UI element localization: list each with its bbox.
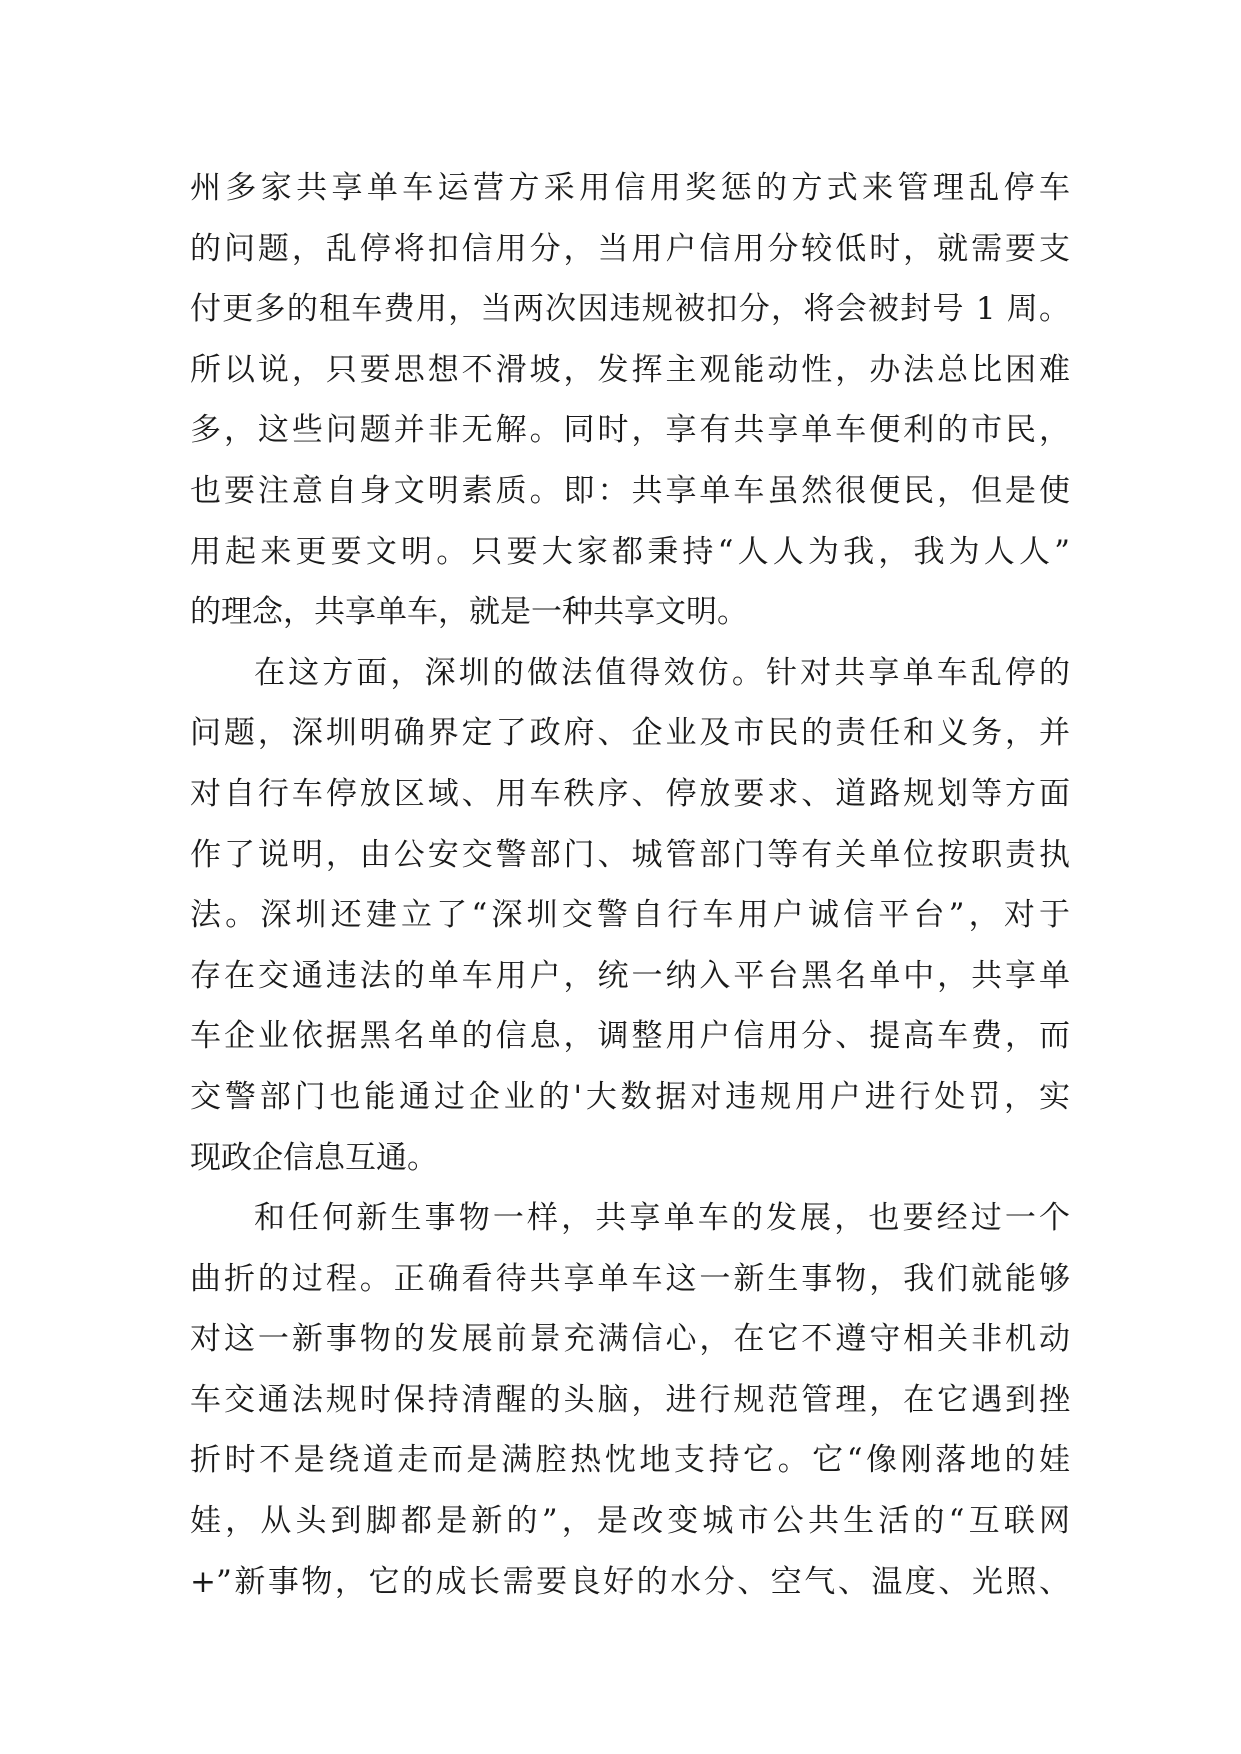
text-line: 和任何新生事物一样，共享单车的发展，也要经过一个 bbox=[254, 1200, 1070, 1237]
body-text bbox=[190, 158, 1070, 1612]
text-line: 法。深圳还建立了“深圳交警自行车用户诚信平台”，对于 bbox=[190, 897, 1070, 934]
text-line: +”新事物，它的成长需要良好的水分、空气、温度、光照、 bbox=[190, 1563, 1070, 1600]
text-line: 作了说明，由公安交警部门、城管部门等有关单位按职责执 bbox=[190, 836, 1070, 873]
text-line: 所以说，只要思想不滑坡，发挥主观能动性，办法总比困难 bbox=[190, 351, 1070, 388]
text-line: 也要注意自身文明素质。即：共享单车虽然很便民，但是使 bbox=[190, 472, 1070, 509]
text-line: 对自行车停放区域、用车秩序、停放要求、道路规划等方面 bbox=[190, 775, 1070, 812]
text-line: 用起来更要文明。只要大家都秉持“人人为我，我为人人” bbox=[190, 533, 1070, 570]
text-line: 问题，深圳明确界定了政府、企业及市民的责任和义务，并 bbox=[190, 715, 1070, 752]
text-line: 存在交通违法的单车用户，统一纳入平台黑名单中，共享单 bbox=[190, 957, 1070, 994]
text-line: 车交通法规时保持清醒的头脑，进行规范管理，在它遇到挫 bbox=[190, 1381, 1070, 1418]
text-line: 州多家共享单车运营方采用信用奖惩的方式来管理乱停车 bbox=[190, 170, 1070, 206]
text-line: 的问题，乱停将扣信用分，当用户信用分较低时，就需要支 bbox=[190, 230, 1070, 267]
text-line: 车企业依据黑名单的信息，调整用户信用分、提高车费，而 bbox=[190, 1018, 1070, 1055]
text-line: 折时不是绕道走而是满腔热忱地支持它。它“像刚落地的娃 bbox=[190, 1442, 1070, 1479]
text-line: 曲折的过程。正确看待共享单车这一新生事物，我们就能够 bbox=[190, 1260, 1070, 1297]
text-line: 对这一新事物的发展前景充满信心，在它不遵守相关非机动 bbox=[190, 1321, 1070, 1358]
text-line: 在这方面，深圳的做法值得效仿。针对共享单车乱停的 bbox=[254, 654, 1070, 691]
text-line: 交警部门也能通过企业的'大数据对违规用户进行处罚，实 bbox=[190, 1078, 1070, 1115]
text-line: 的理念，共享单车，就是一种共享文明。 bbox=[190, 594, 748, 631]
text-line: 付更多的租车费用，当两次因违规被扣分，将会被封号 1 周。 bbox=[190, 291, 1070, 328]
text-line: 现政企信息互通。 bbox=[190, 1139, 438, 1176]
text-line: 多，这些问题并非无解。同时，享有共享单车便利的市民， bbox=[190, 412, 1070, 449]
text-line: 娃，从头到脚都是新的”，是改变城市公共生活的“互联网 bbox=[190, 1503, 1070, 1540]
